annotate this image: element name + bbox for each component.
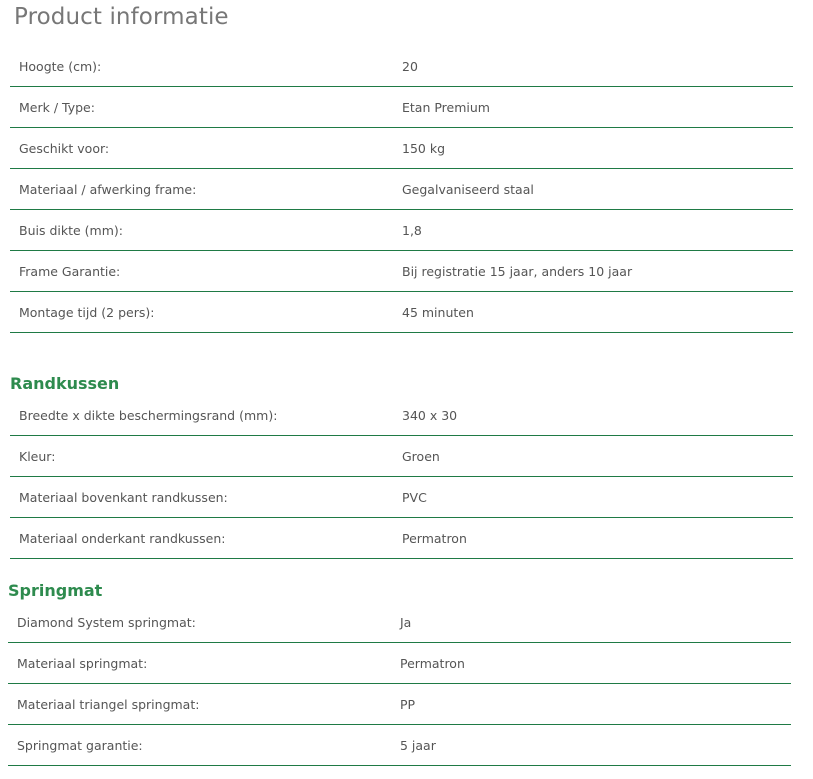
table-row: [10, 251, 793, 292]
table-row: [10, 292, 793, 333]
table-row: [10, 210, 793, 251]
spec-value: Gegalvaniseerd staal: [402, 169, 793, 210]
spec-label: Materiaal onderkant randkussen:: [10, 518, 402, 559]
spec-label: Montage tijd (2 pers):: [10, 292, 402, 333]
spec-value: Permatron: [400, 643, 791, 684]
spec-label: Hoogte (cm):: [10, 46, 402, 87]
spec-value: Bij registratie 15 jaar, anders 10 jaar: [402, 251, 793, 292]
spec-label: Materiaal triangel springmat:: [8, 684, 400, 725]
spec-value: Ja: [400, 602, 791, 643]
spec-value: Etan Premium: [402, 87, 793, 128]
spec-value: 340 x 30: [402, 395, 793, 436]
table-row: [10, 477, 793, 518]
spec-label: Buis dikte (mm):: [10, 210, 402, 251]
spec-label: Springmat garantie:: [8, 725, 400, 766]
table-row: [8, 643, 791, 684]
table-row: [8, 684, 791, 725]
spec-value: Permatron: [402, 518, 793, 559]
spec-label: Kleur:: [10, 436, 402, 477]
spec-value: Groen: [402, 436, 793, 477]
table-row: [8, 602, 791, 643]
spec-label: Merk / Type:: [10, 87, 402, 128]
spec-value: 45 minuten: [402, 292, 793, 333]
spec-value: PP: [400, 684, 791, 725]
spec-value: 20: [402, 46, 793, 87]
spec-label: Diamond System springmat:: [8, 602, 400, 643]
table-row: [10, 128, 793, 169]
general-specs-table: [10, 46, 793, 333]
spec-label: Materiaal / afwerking frame:: [10, 169, 402, 210]
table-row: [10, 436, 793, 477]
spec-label: Geschikt voor:: [10, 128, 402, 169]
spec-label: Materiaal springmat:: [8, 643, 400, 684]
spec-value: PVC: [402, 477, 793, 518]
table-row: [10, 87, 793, 128]
section-title-springmat: Springmat: [8, 581, 103, 600]
randkussen-specs-table: [10, 395, 793, 559]
spec-label: Breedte x dikte beschermingsrand (mm):: [10, 395, 402, 436]
spec-label: Materiaal bovenkant randkussen:: [10, 477, 402, 518]
spec-value: 150 kg: [402, 128, 793, 169]
table-row: [10, 46, 793, 87]
table-row: [10, 518, 793, 559]
table-row: [10, 169, 793, 210]
spec-label: Frame Garantie:: [10, 251, 402, 292]
table-row: [10, 395, 793, 436]
spec-value: 5 jaar: [400, 725, 791, 766]
springmat-specs-table: [8, 602, 791, 766]
table-row: [8, 725, 791, 766]
section-title-randkussen: Randkussen: [10, 374, 120, 393]
page-title: Product informatie: [14, 4, 229, 30]
spec-value: 1,8: [402, 210, 793, 251]
